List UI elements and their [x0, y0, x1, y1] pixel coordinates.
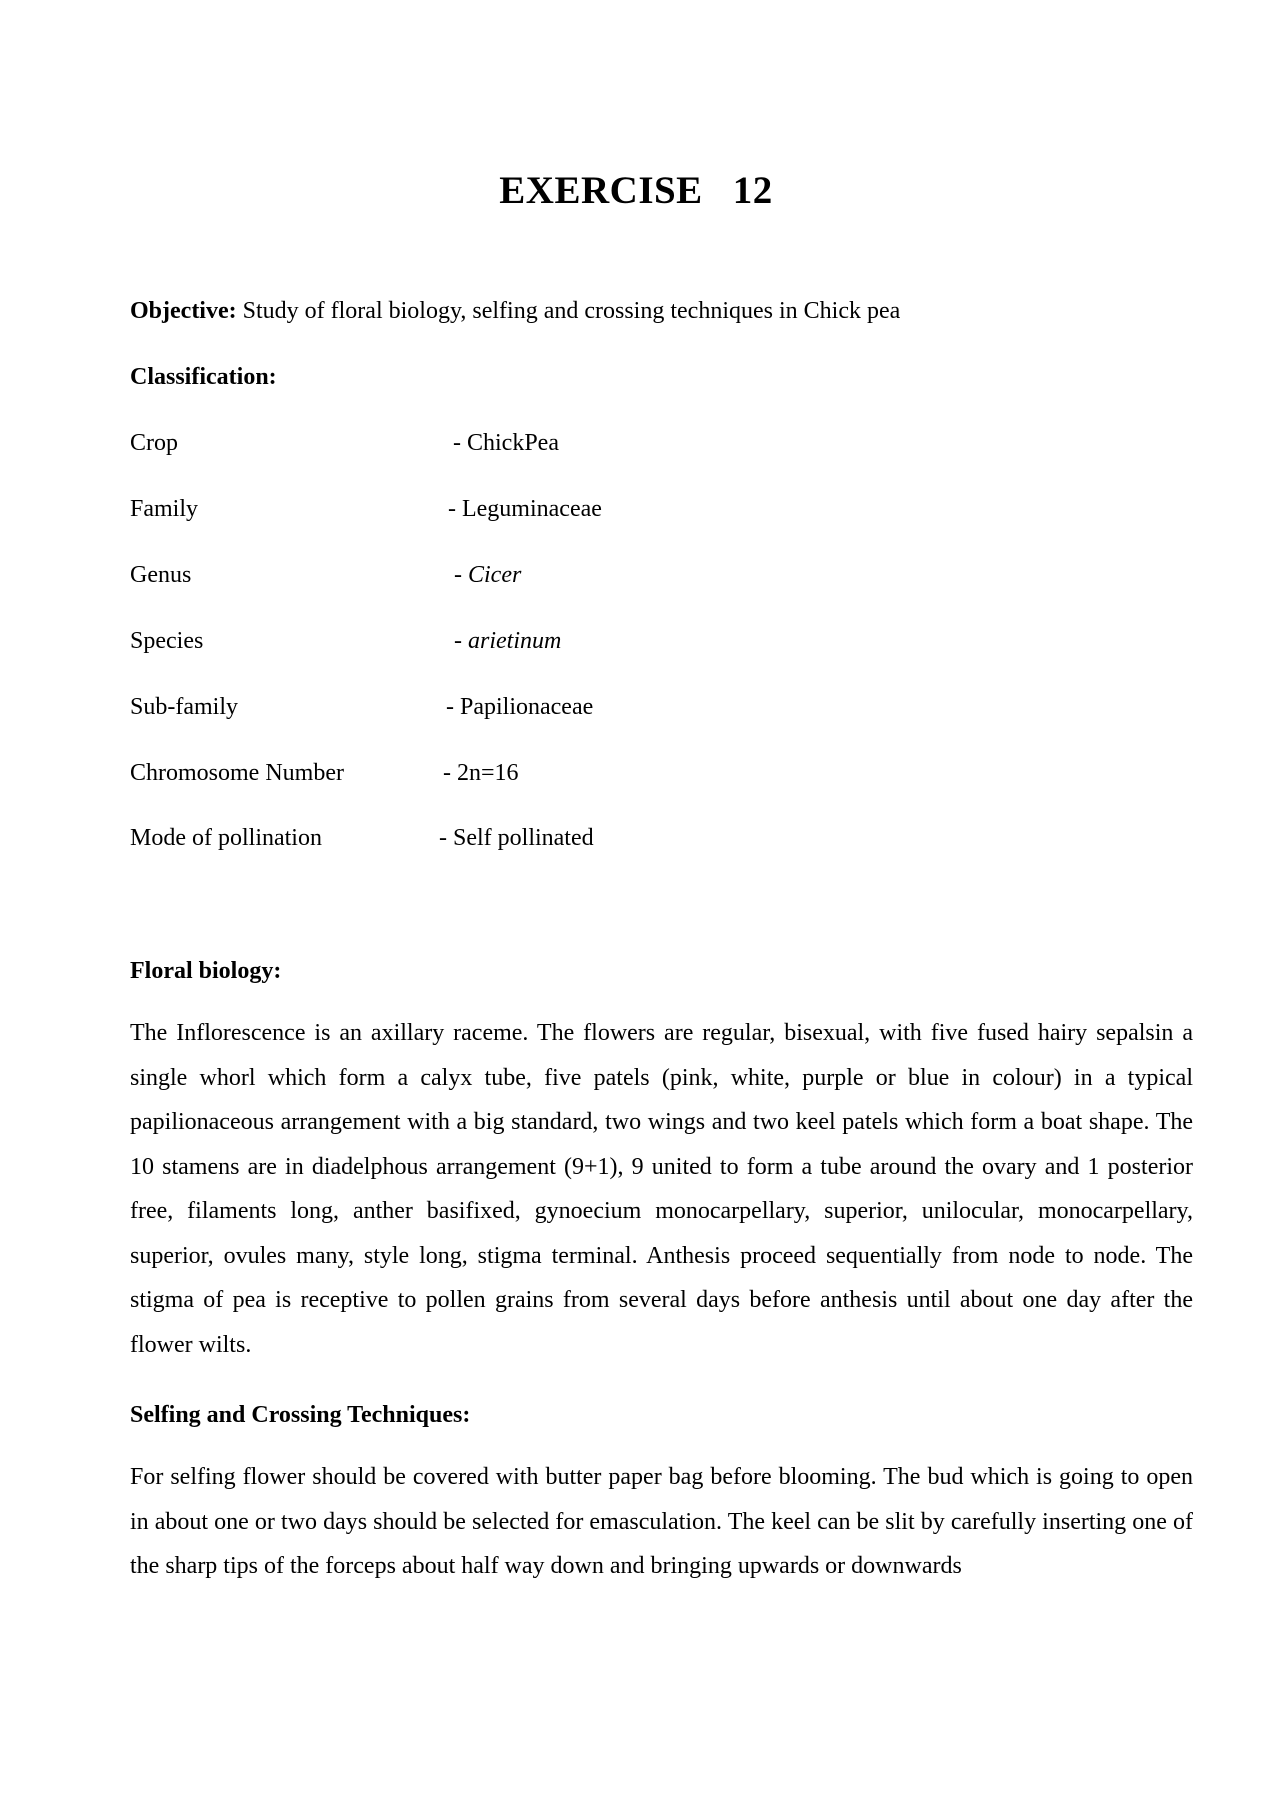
classification-heading: Classification:	[130, 364, 277, 390]
row-label: Mode of pollination	[130, 825, 322, 851]
row-dash: -	[454, 562, 468, 588]
floral-biology-paragraph: The Inflorescence is an axillary raceme. The flowers are regular, bisexual, with five fused hairy sepalsin a single whorl which form a calyx tube, five patels (pink, white, purple or blue in colour) in a typical papilionaceous arrangement with a big standard, two wings and two keel patels which form a boat shape. The 10 stamens are in diadelphous arrangement (9+1), 9 united to form a tube around the ovary and 1 posterior free, filaments long, anther basifixed, gynoecium monocarpellary, superior, unilocular, monocarpellary, superior, ovules many, style long, stigma terminal. Anthesis proceed sequentially from node to node. The stigma of pea is receptive to pollen grains from several days before anthesis until about one day after the flower wilts.	[130, 1020, 1193, 1358]
row-label: Family	[130, 496, 199, 522]
row-value: - Leguminaceae	[448, 496, 602, 522]
selfing-paragraph: For selfing flower should be covered with butter paper bag before blooming. The bud which is going to open in about one or two days should be selected for emasculation. The keel can be slit by carefully inserting one of the sharp tips of the forceps about half way down and bringing upwards or downwards	[130, 1464, 1193, 1579]
genus-name: Cicer	[468, 562, 522, 588]
floral-biology-heading: Floral biology:	[130, 958, 282, 984]
row-value: - Self pollinated	[439, 825, 594, 851]
row-value: - Papilionaceae	[446, 694, 594, 720]
row-value	[454, 560, 521, 590]
row-label: Species	[130, 628, 204, 654]
row-value: - 2n=16	[443, 760, 519, 786]
row-label: Chromosome Number	[130, 760, 344, 786]
row-value	[454, 626, 561, 656]
exercise-title	[0, 168, 1272, 213]
title-number: 12	[732, 169, 773, 212]
row-dash: -	[454, 628, 468, 654]
row-label: Genus	[130, 562, 192, 588]
row-label: Sub-family	[130, 694, 238, 720]
species-name: arietinum	[468, 628, 562, 654]
objective-text: Study of floral biology, selfing and crossing techniques in Chick pea	[242, 298, 901, 324]
title-word: EXERCISE	[499, 169, 703, 212]
row-label: Crop	[130, 430, 178, 456]
selfing-heading: Selfing and Crossing Techniques:	[130, 1402, 471, 1428]
objective-label: Objective:	[130, 298, 237, 324]
row-value: - ChickPea	[453, 430, 559, 456]
objective-line	[130, 296, 900, 326]
